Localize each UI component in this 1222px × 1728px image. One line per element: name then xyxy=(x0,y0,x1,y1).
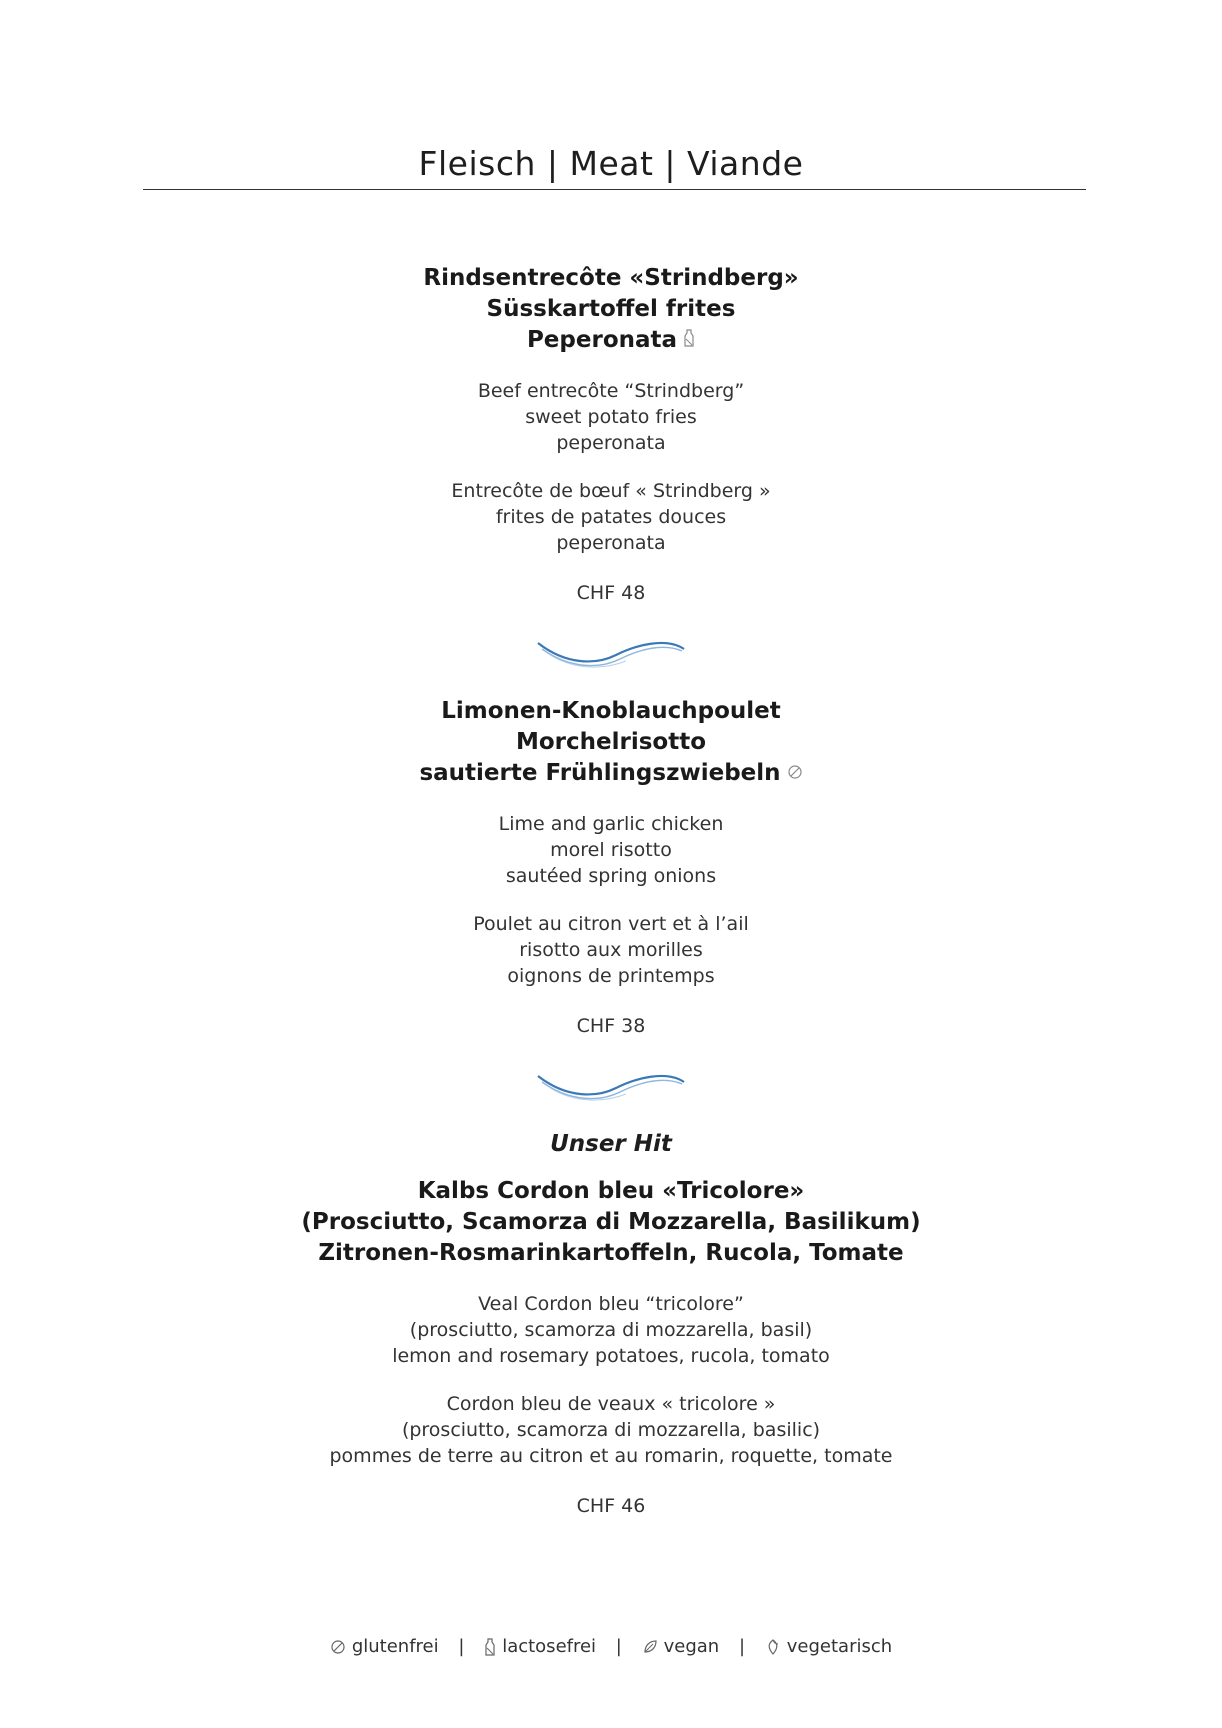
legend-item-vegan xyxy=(642,1636,720,1657)
legend-item-vegetarian xyxy=(765,1636,892,1657)
lactose-free-icon xyxy=(683,325,695,356)
dish-chicken xyxy=(0,696,1222,1039)
headline-line: Süsskartoffel frites xyxy=(486,296,736,322)
legend-label: vegan xyxy=(663,1635,720,1657)
page-title: Fleisch | Meat | Viande xyxy=(418,144,804,183)
dish-description-en xyxy=(0,1291,1222,1369)
gluten-free-icon xyxy=(787,758,803,789)
desc-line: pommes de terre au citron et au romarin, roquette, tomate xyxy=(329,1445,893,1467)
desc-line: sautéed spring onions xyxy=(505,865,717,887)
wave-divider xyxy=(536,1068,686,1108)
vegan-icon xyxy=(642,1636,664,1657)
legend-item-glutenfree xyxy=(330,1636,439,1657)
dish-headline xyxy=(0,1176,1222,1269)
desc-line: lemon and rosemary potatoes, rucola, tomato xyxy=(392,1345,830,1367)
desc-line: Beef entrecôte “Strindberg” xyxy=(477,380,745,402)
desc-line: Poulet au citron vert et à l’ail xyxy=(473,913,749,935)
headline-line: Kalbs Cordon bleu «Tricolore» xyxy=(417,1178,805,1204)
desc-line: sweet potato fries xyxy=(525,406,697,428)
legend-separator: | xyxy=(615,1635,622,1657)
dish-price: CHF 48 xyxy=(576,582,646,604)
dish-price: CHF 38 xyxy=(576,1015,646,1037)
legend-label: lactosefrei xyxy=(502,1635,597,1657)
headline-line: Peperonata xyxy=(0,325,1222,356)
dish-headline xyxy=(0,263,1222,356)
dish-subtitle: Unser Hit xyxy=(550,1131,672,1157)
wave-divider xyxy=(536,635,686,675)
desc-line: (prosciutto, scamorza di mozzarella, basilic) xyxy=(401,1419,821,1441)
dish-description-en xyxy=(0,811,1222,889)
legend-label: vegetarisch xyxy=(786,1635,893,1657)
lactose-free-icon xyxy=(484,1636,502,1657)
dish-price: CHF 46 xyxy=(576,1495,646,1517)
gluten-free-icon xyxy=(330,1636,352,1657)
headline-line: Limonen-Knoblauchpoulet xyxy=(441,698,781,724)
dish-headline xyxy=(0,696,1222,789)
headline-line: (Prosciutto, Scamorza di Mozzarella, Basilikum) xyxy=(301,1209,921,1235)
desc-line: Entrecôte de bœuf « Strindberg » xyxy=(451,480,771,502)
headline-line: Rindsentrecôte «Strindberg» xyxy=(423,265,799,291)
legend-separator: | xyxy=(738,1635,746,1657)
dish-cordon-bleu xyxy=(0,1129,1222,1519)
dish-description-en xyxy=(0,378,1222,456)
legend-item-lactosefree xyxy=(484,1636,596,1657)
dish-entrecote xyxy=(0,263,1222,606)
headline-line: Morchelrisotto xyxy=(515,729,707,755)
dietary-legend xyxy=(0,1635,1222,1657)
desc-line: morel risotto xyxy=(550,839,672,861)
desc-line: peperonata xyxy=(556,432,666,454)
desc-line: Veal Cordon bleu “tricolore” xyxy=(478,1293,744,1315)
legend-label: glutenfrei xyxy=(351,1635,439,1657)
desc-line: frites de patates douces xyxy=(495,506,727,528)
dish-description-fr xyxy=(0,1391,1222,1469)
desc-line: peperonata xyxy=(556,532,666,554)
legend-separator: | xyxy=(458,1635,465,1657)
headline-line: sautierte Frühlingszwiebeln xyxy=(0,758,1222,789)
title-divider xyxy=(143,189,1086,190)
desc-line: risotto aux morilles xyxy=(519,939,703,961)
desc-line: Lime and garlic chicken xyxy=(498,813,724,835)
dish-description-fr xyxy=(0,478,1222,556)
desc-line: oignons de printemps xyxy=(507,965,715,987)
desc-line: (prosciutto, scamorza di mozzarella, basil) xyxy=(409,1319,813,1341)
headline-line: Zitronen-Rosmarinkartoffeln, Rucola, Tomate xyxy=(318,1240,904,1266)
desc-line: Cordon bleu de veaux « tricolore » xyxy=(446,1393,776,1415)
dish-description-fr xyxy=(0,911,1222,989)
vegetarian-icon xyxy=(765,1636,787,1657)
